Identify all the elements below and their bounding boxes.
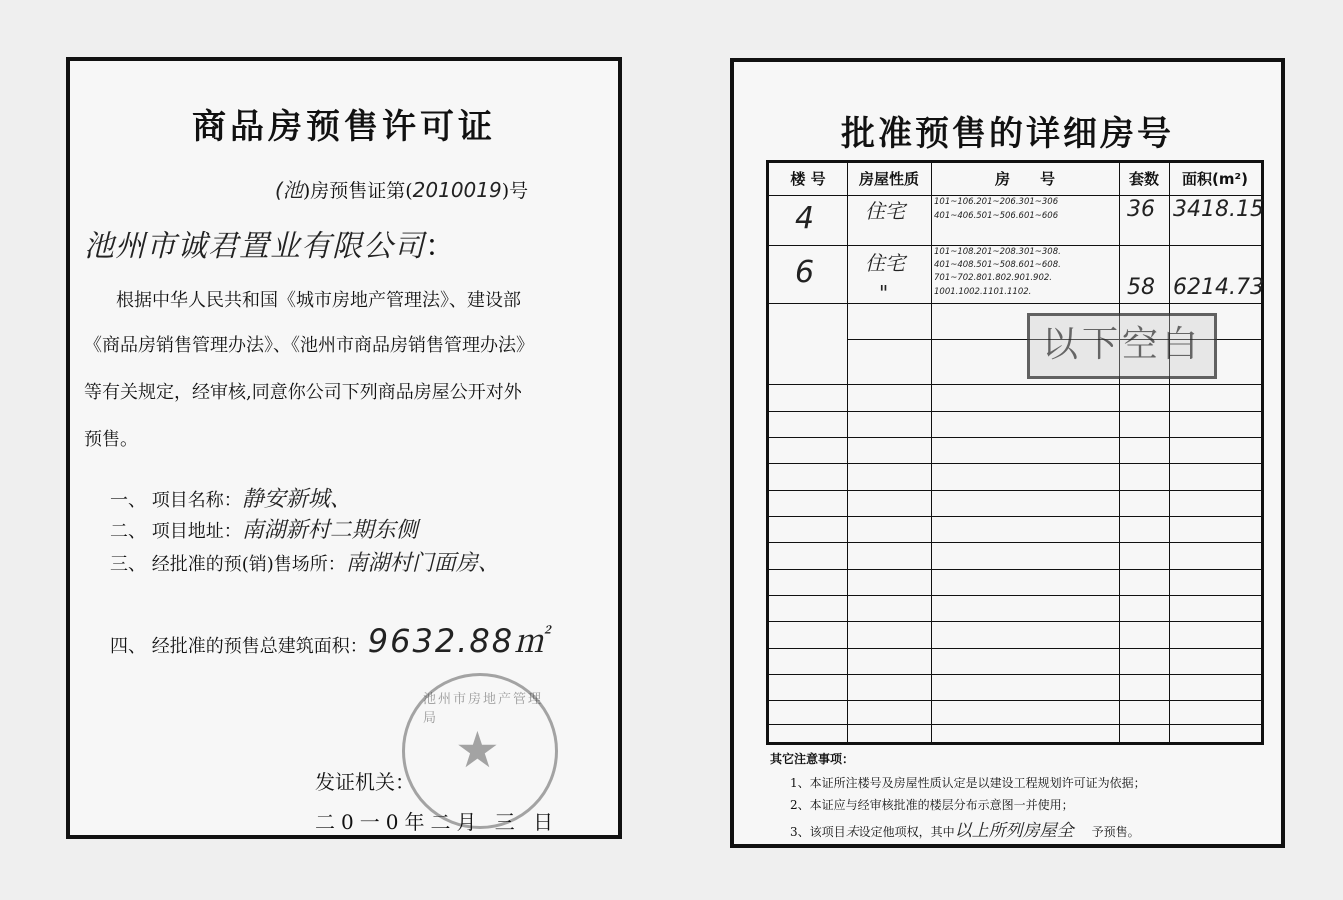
table-row-divider	[769, 411, 1261, 412]
notes-title: 其它注意事项：	[770, 752, 855, 766]
room-number-table	[766, 160, 1264, 745]
note3-middle: 设定他项权，其中	[858, 825, 955, 839]
room-numbers-line: 701~702.801.802.901.902.	[934, 273, 1052, 283]
floor-area: 3418.15	[1173, 197, 1264, 222]
note3-suffix: 予预售。	[1091, 825, 1140, 839]
presale-permit-certificate	[66, 57, 622, 839]
certificate-number	[275, 174, 528, 203]
table-row-divider	[769, 542, 1261, 543]
table-column-divider	[1169, 163, 1170, 742]
header-building: 楼 号	[790, 170, 826, 188]
item-label: 四、 经批准的预售总建筑面积：	[110, 636, 368, 657]
header-nature: 房屋性质	[858, 170, 919, 188]
certificate-title: 商品房预售许可证	[192, 107, 496, 147]
note3-prefix: 3、该项目	[790, 825, 846, 839]
project-name-item	[110, 482, 352, 513]
cert-number-text: )房预售证第(	[302, 180, 413, 202]
note-item: 2、本证应与经审核批准的楼层分布示意图一并使用；	[790, 798, 1074, 812]
table-row-divider	[769, 700, 1261, 701]
table-row-divider	[769, 245, 1261, 246]
paragraph-line: 等有关规定，经审核,同意你公司下列商品房屋公开对外	[84, 382, 522, 403]
property-nature: 住宅	[865, 199, 905, 223]
table-row-divider	[769, 569, 1261, 570]
cert-prefix-handwritten: (池	[275, 178, 303, 202]
item-value: 南湖新村二期东侧	[241, 518, 418, 543]
note-item: 1、本证所注楼号及房屋性质认定是以建设工程规划许可证为依据；	[790, 776, 1146, 790]
note-item-3	[790, 816, 1140, 841]
header-room-no: 房 号	[994, 170, 1055, 188]
room-detail-certificate	[730, 58, 1285, 848]
item-label: 二、 项目地址：	[110, 521, 242, 542]
room-numbers-line: 401~408.501~508.601~608.	[934, 260, 1061, 270]
table-row-divider	[769, 648, 1261, 649]
table-row-divider	[769, 595, 1261, 596]
paragraph-line: 根据中华人民共和国《城市房地产管理法》、建设部	[116, 290, 521, 311]
note3-handwritten-a: 未	[845, 825, 859, 840]
table-row-divider	[769, 621, 1261, 622]
item-value: 南湖村门面房、	[345, 551, 500, 576]
header-area: 面积(m²)	[1182, 170, 1248, 188]
seal-text: 池州市房地产管理局	[423, 692, 544, 726]
cert-number-suffix: )号	[501, 180, 529, 202]
table-row-divider	[769, 303, 1261, 304]
item-value: 静安新城、	[241, 487, 352, 512]
unit-count: 58	[1127, 275, 1155, 300]
seal-star-icon: ★	[455, 721, 500, 779]
blank-below-stamp: 以下空白	[1027, 313, 1217, 379]
paragraph-line: 预售。	[84, 429, 138, 450]
table-column-divider	[847, 163, 848, 742]
paragraph-line: 《商品房销售管理办法》、《池州市商品房销售管理办法》	[84, 335, 534, 356]
property-nature: 住宅	[865, 251, 905, 275]
total-area-item	[110, 616, 548, 662]
room-numbers-line: 101~108.201~208.301~308.	[934, 247, 1061, 257]
table-row-divider	[769, 384, 1261, 385]
project-address-item	[110, 513, 418, 544]
header-count: 套数	[1128, 170, 1159, 188]
item-value: 9632.88㎡	[367, 622, 549, 660]
cert-number-handwritten: 2010019	[412, 178, 502, 202]
issuing-authority: 发证机关：	[315, 770, 415, 794]
company-name-handwritten: 池州市诚君置业有限公司	[84, 229, 425, 264]
table-row-divider	[769, 463, 1261, 464]
table-row-divider	[769, 490, 1261, 491]
unit-count: 36	[1127, 197, 1155, 222]
note3-handwritten-b: 以上所列房屋全	[954, 821, 1074, 841]
room-numbers-line: 1001.1002.1101.1102.	[934, 287, 1032, 297]
floor-area: 6214.73	[1173, 275, 1264, 300]
table-row-divider	[769, 724, 1261, 725]
room-detail-title: 批准预售的详细房号	[841, 114, 1174, 154]
table-row-divider	[769, 195, 1261, 196]
building-number: 6	[795, 255, 815, 290]
item-label: 三、 经批准的预(销)售场所：	[110, 554, 346, 575]
table-column-divider	[931, 163, 932, 742]
table-row-divider	[769, 674, 1261, 675]
room-numbers-line: 101~106.201~206.301~306	[934, 197, 1059, 207]
sales-location-item	[110, 546, 500, 577]
table-row-divider	[769, 437, 1261, 438]
issue-date: 二0一0年二月 三 日	[315, 810, 560, 834]
company-name-suffix: ：	[425, 229, 456, 264]
building-number: 4	[795, 201, 815, 236]
table-column-divider	[1119, 163, 1120, 742]
company-name	[84, 221, 456, 265]
item-label: 一、 项目名称：	[110, 490, 242, 511]
room-numbers-line: 401~406.501~506.601~606	[934, 211, 1059, 221]
table-row-divider	[769, 516, 1261, 517]
property-nature-ditto: "	[879, 281, 889, 305]
